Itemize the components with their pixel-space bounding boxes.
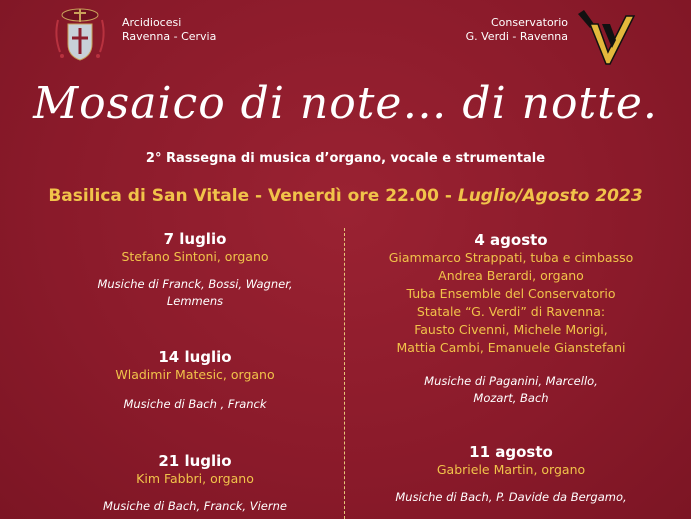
left-org-line-2: Ravenna - Cervia [122,30,217,43]
event-performer: Gabriele Martin, organo [436,462,586,477]
event-14-luglio [50,348,340,413]
event-repertoire-line: Musiche di Bach, Franck, Vierne [103,499,287,513]
event-date: 4 agosto [474,231,548,249]
event-performer: Tuba Ensemble del Conservatorio [406,286,616,301]
left-org-line-1: Arcidiocesi [122,16,182,29]
event-performer: Wladimir Matesic, organo [115,367,275,382]
column-divider [344,228,345,519]
event-repertoire-line: Mozart, Bach [473,391,549,405]
coat-of-arms-icon [52,6,108,64]
event-date: 11 agosto [469,443,553,461]
right-org-line-2: G. Verdi - Ravenna [465,30,568,43]
event-repertoire-line: Lemmens [166,294,224,308]
event-performer: Giammarco Strappati, tuba e cimbasso [388,250,634,265]
event-repertoire-line: Musiche di Bach , Franck [123,397,267,411]
right-organization [448,16,568,44]
event-date: 21 luglio [158,452,232,470]
left-organization [122,16,216,44]
venue-period: Luglio/Agosto 2023 [457,186,643,206]
conservatory-v-logo [572,4,638,68]
event-4-agosto [346,231,676,407]
event-performer: Stefano Sintoni, organo [121,249,269,264]
event-repertoire-line: Musiche di Paganini, Marcello, [424,374,598,388]
event-repertoire-line: Musiche di Franck, Bossi, Wagner, [97,277,293,291]
event-11-agosto [346,443,676,506]
event-date: 7 luglio [163,230,227,248]
event-performer: Statale “G. Verdi” di Ravenna: [416,304,606,319]
event-performer: Fausto Civenni, Michele Morigi, [414,322,608,337]
venue-line [0,186,691,206]
event-date: 14 luglio [158,348,232,366]
right-org-line-1: Conservatorio [490,16,568,29]
event-performer: Mattia Cambi, Emanuele Gianstefani [396,340,626,355]
event-performer: Andrea Berardi, organo [438,268,584,283]
page-title: Mosaico di note… di notte. [33,78,658,129]
event-performer: Kim Fabbri, organo [136,471,254,486]
event-7-luglio [50,230,340,310]
venue-main: Basilica di San Vitale - Venerdì ore 22.00 - [48,186,458,206]
subtitle: 2° Rassegna di musica d’organo, vocale e strumentale [145,151,546,166]
event-21-luglio [50,452,340,515]
event-repertoire-line: Musiche di Bach, P. Davide da Bergamo, [395,490,627,504]
